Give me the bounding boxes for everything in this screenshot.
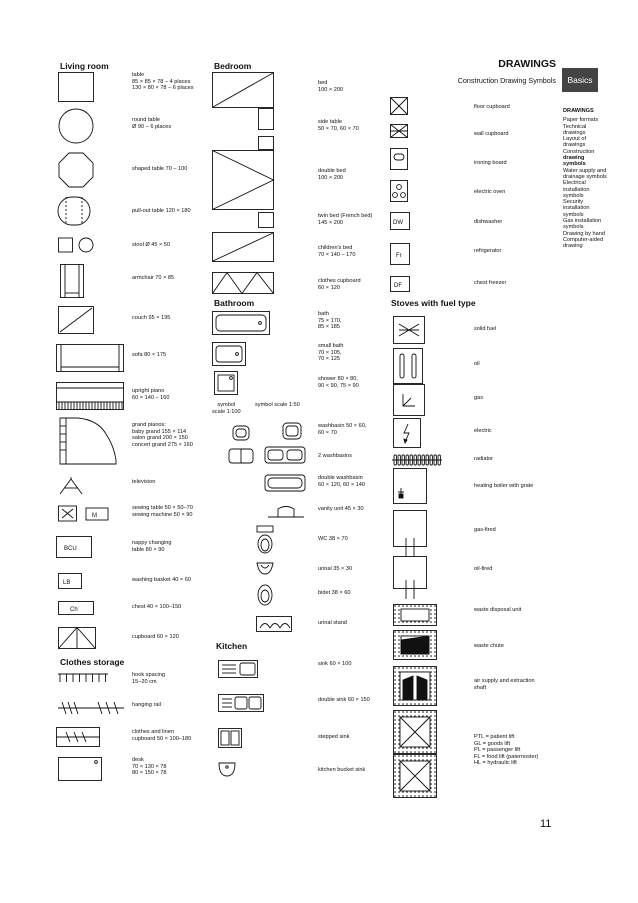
header-title: DRAWINGS [498, 58, 556, 70]
section-bedroom: Bedroom [214, 61, 252, 71]
label-wc: WC 38 × 70 [318, 536, 348, 542]
sidebar-item: symbols [563, 211, 584, 218]
label-washbasin: washbasin 50 × 60, 60 × 70 [318, 423, 367, 436]
sewing-symbol [58, 505, 110, 523]
chest-freezer-label: DF [394, 283, 402, 289]
label-symbol-scale-50: symbol scale 1:50 [255, 402, 300, 408]
shower-symbol [214, 371, 238, 395]
sidebar-item: installation [563, 205, 590, 212]
small-bath-symbol [212, 342, 246, 366]
label-pullout-table: pull-out table 120 × 180 [132, 208, 191, 214]
label-nappy: nappy changing table 80 × 90 [132, 540, 172, 553]
label-refrigerator: refrigerator [474, 248, 502, 254]
electric-stove-symbol [393, 418, 421, 448]
sidebar-item: Layout of [563, 136, 587, 143]
nappy-symbol [56, 536, 92, 558]
label-sewing: sewing table 50 × 50–70 sewing machine 50 × 90 [132, 505, 193, 518]
sidebar-item: drawing [563, 243, 583, 250]
label-bath: bath 75 × 170, 85 × 185 [318, 311, 342, 331]
upright-piano-symbol [56, 382, 124, 410]
header-subtitle: Construction Drawing Symbols [457, 76, 556, 85]
oil-stove-symbol [393, 348, 423, 384]
urinal-symbol [256, 562, 274, 576]
sidebar-item: Technical [563, 123, 587, 130]
sidebar-item: Construction [563, 148, 595, 155]
solid-fuel-stove-symbol [393, 316, 425, 344]
wall-cupboard-symbol [390, 124, 408, 138]
dishwasher-label: DW [393, 220, 403, 226]
label-sofa: sofa 80 × 175 [132, 352, 167, 358]
label-television: television [132, 479, 156, 485]
sidebar-item: Security [563, 199, 584, 206]
sidebar-item: Water supply and [563, 167, 607, 174]
air-supply-shaft-symbol [393, 666, 437, 706]
ironing-board-symbol [390, 148, 408, 170]
bed-side-table-symbol [258, 136, 276, 150]
label-dishwasher: dishwasher [474, 219, 503, 225]
two-washbasins-small-symbol [228, 448, 254, 464]
table-symbol [58, 72, 94, 102]
label-lifts: PTL = patient lift GL = goods lift PL = passenger lift FL = food lift (paternoster) HL = hydraulic lift [474, 734, 539, 767]
label-clothes-linen: clothes and linen cupboard 50 × 100–180 [132, 729, 192, 742]
label-armchair: armchair 70 × 85 [132, 275, 175, 281]
label-round-table: round table Ø 90 – 6 places [132, 117, 172, 130]
shaped-table-symbol [58, 152, 94, 188]
desk-symbol [58, 757, 102, 781]
childrens-bed-symbol [212, 232, 274, 262]
cupboard-symbol [58, 627, 96, 649]
vanity-unit-symbol [268, 503, 304, 519]
two-washbasins-symbol [264, 446, 306, 464]
label-wall-cupboard: wall cupboard [474, 131, 509, 137]
label-two-washbasins: 2 washbasins [318, 453, 352, 459]
gas-stove-symbol [393, 384, 425, 416]
label-radiator: radiator [474, 456, 493, 462]
label-double-bed: double bed 100 × 200 [318, 168, 346, 181]
pullout-table-symbol [52, 196, 96, 226]
label-shower: shower 80 × 80, 90 × 90, 75 × 90 [318, 376, 359, 389]
label-grand-pianos: grand pianos: baby grand 155 × 114 salon grand 200 × 150 concert grand 275 × 160 [132, 422, 193, 448]
sidebar-item: Drawing by hand [563, 230, 605, 237]
sidebar-item: symbols [563, 224, 584, 231]
double-bed-symbol [212, 150, 274, 210]
dishwasher-symbol [390, 212, 410, 230]
sidebar-item: Electrical [563, 180, 586, 187]
sofa-symbol [56, 344, 124, 372]
lift-shaft-symbol-1 [393, 710, 437, 754]
label-bucket-sink: kitchen bucket sink [318, 767, 366, 773]
waste-disposal-symbol [393, 604, 437, 626]
label-heating-boiler: heating boiler with grate [474, 483, 534, 489]
section-living-room: Living room [60, 61, 109, 71]
sidebar-item: symbols [563, 161, 586, 168]
label-stool: stool Ø 45 × 50 [132, 242, 171, 248]
label-table: table 85 × 85 × 78 – 4 places 130 × 80 × 78 – 6 places [132, 72, 194, 92]
label-desk: desk 70 × 130 × 78 80 × 150 × 78 [132, 757, 167, 777]
label-hook-spacing: hook spacing 15–20 cm [132, 672, 165, 685]
section-stoves: Stoves with fuel type [391, 298, 476, 308]
sewing-machine-label: M [92, 513, 97, 519]
section-bathroom: Bathroom [214, 298, 255, 308]
label-hanging-rail: hanging rail [132, 702, 161, 708]
oil-fired-boiler-symbol [393, 556, 427, 600]
bucket-sink-symbol [218, 762, 236, 778]
label-waste-disposal: waste disposal unit [474, 607, 522, 613]
sidebar-item: drainage symbols [563, 173, 607, 180]
floor-cupboard-symbol [390, 97, 408, 115]
sidebar-heading: DRAWINGS [563, 108, 594, 114]
bed-symbol [212, 72, 274, 108]
sidebar-item: symbols [563, 192, 584, 199]
hanging-rail-symbol [58, 700, 124, 716]
sidebar-item: installation [563, 186, 590, 193]
twin-bed-side-symbol [258, 212, 276, 228]
label-oil-fired: oil-fired [474, 566, 493, 572]
label-sink: sink 60 × 100 [318, 661, 352, 667]
sidebar-item: drawings [563, 129, 586, 136]
gas-fired-boiler-symbol [393, 510, 427, 558]
label-bed: bed 100 × 200 [318, 80, 344, 93]
label-washing-basket: washing basket 40 × 60 [132, 577, 191, 583]
stool-symbol [58, 236, 94, 254]
round-table-symbol [58, 108, 94, 144]
lift-shaft-symbol-2 [393, 754, 437, 798]
label-electric-oven: electric oven [474, 189, 506, 195]
waste-chute-symbol [393, 630, 437, 660]
label-solid-fuel: solid fuel [474, 326, 497, 332]
label-oil: oil [474, 361, 480, 367]
washbasin-large-symbol [282, 422, 302, 440]
sidebar-items [563, 117, 633, 249]
chest-symbol [58, 601, 94, 615]
wc-symbol [256, 525, 274, 555]
label-upright-piano: upright piano 60 × 140 – 160 [132, 388, 170, 401]
label-childrens-bed: children's bed 70 × 140 – 170 [318, 245, 356, 258]
side-table-symbol [258, 108, 276, 130]
section-clothes-storage: Clothes storage [60, 657, 125, 667]
label-twin-bed: twin bed (French bed) 145 × 200 [318, 213, 373, 226]
double-washbasin-symbol [264, 474, 306, 492]
radiator-symbol [392, 454, 442, 466]
sidebar-item: Computer-aided [563, 236, 604, 243]
sidebar-item: Gas installation [563, 218, 602, 225]
sidebar-item: Paper formats [563, 117, 599, 124]
label-gas-fired: gas-fired [474, 527, 496, 533]
label-double-sink: double sink 60 × 150 [318, 697, 370, 703]
clothes-cupboard-symbol [212, 272, 274, 294]
washbasin-small-symbol [232, 425, 250, 441]
label-chest-freezer: chest freezer [474, 280, 507, 286]
label-air-supply: air supply and extraction shaft [474, 678, 535, 691]
bath-symbol [212, 311, 270, 335]
television-symbol [58, 476, 84, 496]
couch-symbol [58, 306, 94, 334]
nappy-label: BCU [64, 546, 77, 552]
label-ironing-board: ironing board [474, 160, 507, 166]
bidet-symbol [256, 583, 274, 607]
page-number: 11 [540, 818, 552, 830]
label-urinal-stand: urinal stand [318, 620, 347, 626]
refrigerator-symbol [390, 243, 410, 265]
clothes-linen-symbol [56, 727, 100, 747]
label-waste-chute: waste chute [474, 643, 504, 649]
sidebar-item: drawing [563, 155, 585, 162]
label-small-bath: small bath 70 × 105, 70 × 125 [318, 343, 344, 363]
stepped-sink-symbol [218, 728, 242, 748]
sink-symbol [218, 660, 258, 678]
grand-piano-symbol [58, 416, 118, 466]
heating-boiler-symbol [393, 468, 427, 504]
washing-basket-symbol [58, 573, 82, 589]
sidebar-nav [563, 108, 633, 250]
chest-freezer-symbol [390, 276, 410, 292]
label-chest: chest 40 × 100–150 [132, 604, 182, 610]
label-gas: gas [474, 395, 484, 401]
chest-label: Ch [70, 607, 78, 613]
label-symbol-scale-100: symbol scale 1:100 [212, 402, 241, 415]
label-cupboard: cupboard 60 × 120 [132, 634, 179, 640]
label-side-table: side table 50 × 70, 60 × 70 [318, 119, 359, 132]
label-bidet: bidet 38 × 60 [318, 590, 351, 596]
double-sink-symbol [218, 694, 264, 712]
section-tab-basics: Basics [562, 68, 598, 92]
label-urinal: urinal 35 × 30 [318, 566, 353, 572]
label-electric: electric [474, 428, 492, 434]
urinal-stand-symbol [256, 616, 292, 632]
label-double-washbasin: double washbasin 60 × 120, 60 × 140 [318, 475, 365, 488]
sidebar-item: drawings [563, 142, 586, 149]
label-stepped-sink: stepped sink [318, 734, 350, 740]
refrigerator-label: Fr [396, 253, 402, 259]
label-couch: couch 95 × 195 [132, 315, 171, 321]
section-kitchen: Kitchen [216, 641, 248, 651]
label-floor-cupboard: floor cupboard [474, 104, 510, 110]
hook-spacing-symbol [58, 672, 108, 686]
label-clothes-cupboard: clothes cupboard 60 × 120 [318, 278, 361, 291]
washing-basket-label: LB [63, 580, 71, 586]
armchair-symbol [60, 264, 84, 298]
electric-oven-symbol [390, 180, 408, 202]
label-vanity: vanity unit 45 × 30 [318, 506, 364, 512]
label-shaped-table: shaped table 70 – 100 [132, 166, 188, 172]
